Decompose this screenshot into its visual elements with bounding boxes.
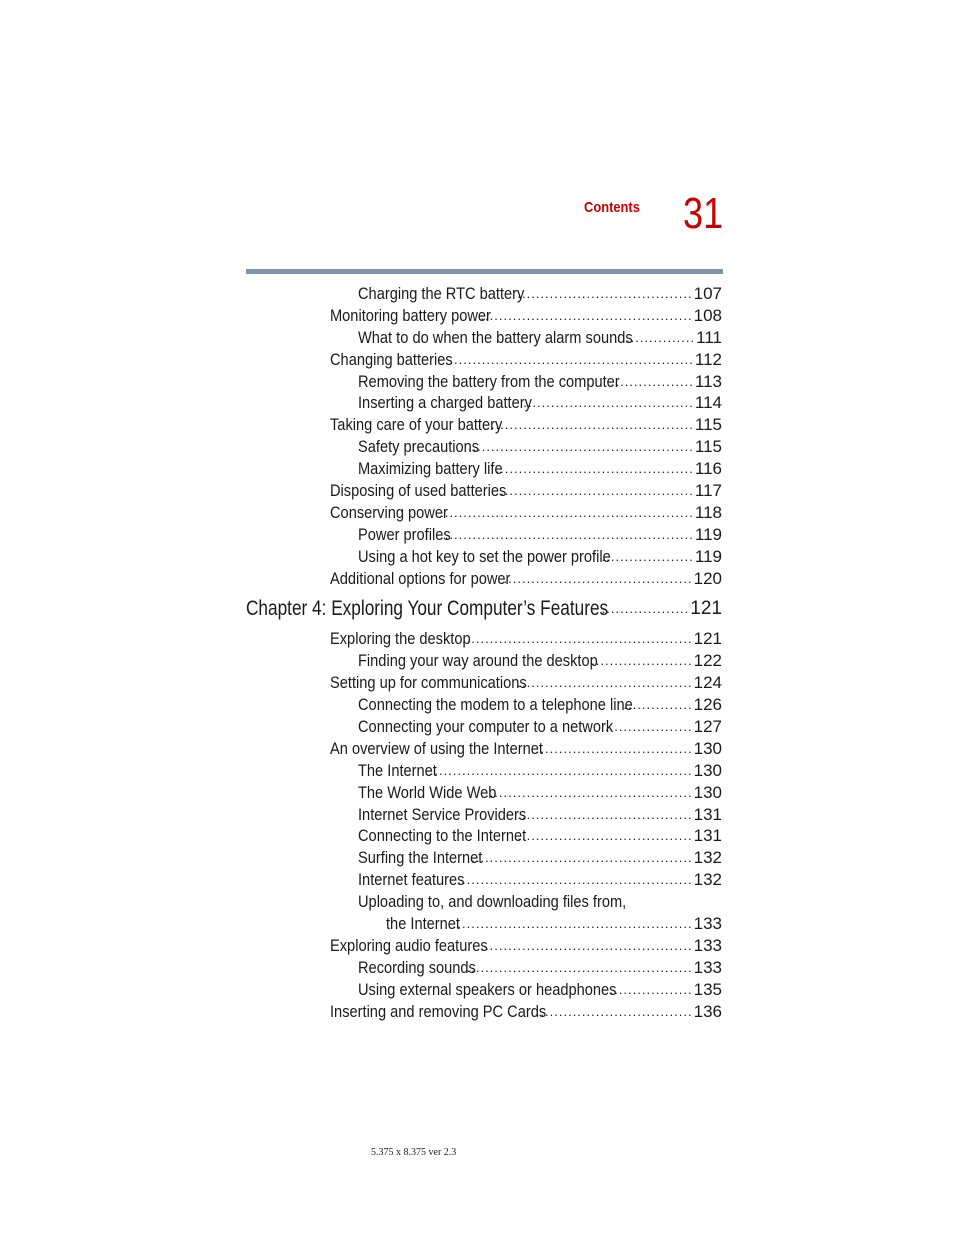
toc-entry-title: Charging the RTC battery <box>358 284 525 303</box>
toc-entry[interactable] <box>0 650 954 672</box>
toc-entry[interactable] <box>0 436 954 458</box>
toc-entry-title: The Internet <box>358 760 437 780</box>
toc-leader-dots: ................... <box>604 719 693 735</box>
toc-entry[interactable] <box>0 760 954 782</box>
toc-entry-title: Internet features <box>358 870 465 890</box>
toc-entry[interactable] <box>0 847 954 869</box>
toc-entry-title: Recording sounds <box>358 957 476 977</box>
toc-entry[interactable] <box>0 1001 954 1023</box>
toc-entry-page: 121 <box>690 598 722 620</box>
toc-entry[interactable] <box>0 524 954 546</box>
toc-entry-title: Using external speakers or headphones <box>358 979 617 999</box>
toc-entry-title: Connecting to the Internet <box>358 826 527 846</box>
toc-entry-page: 133 <box>693 935 722 955</box>
toc-entry-title: Surfing the Internet <box>358 848 483 868</box>
toc-entry-page: 115 <box>694 415 722 435</box>
toc-leader-dots: ......................................... <box>503 570 693 586</box>
toc-leader-dots: ....................................................... <box>440 504 694 520</box>
toc-entry-title: Uploading to, and downloading files from, <box>358 892 627 912</box>
toc-entry-title: Inserting and removing PC Cards <box>330 1001 547 1021</box>
toc-entry-title: Conserving power <box>330 502 448 522</box>
toc-entry-page: 124 <box>693 673 722 693</box>
toc-entry-page: 107 <box>693 284 722 303</box>
toc-entry-title: Safety precautions <box>358 437 480 457</box>
toc-entry-page: 116 <box>694 459 722 479</box>
toc-entry[interactable] <box>0 913 954 935</box>
toc-entry-title: Additional options for power <box>330 568 511 588</box>
toc-entry-page: 126 <box>693 695 722 715</box>
toc-entry-page: 130 <box>693 738 722 758</box>
toc-entry[interactable] <box>0 414 954 436</box>
toc-entry-page: 131 <box>693 804 722 824</box>
page-number: 31 <box>683 189 724 238</box>
header-rule <box>246 269 723 274</box>
toc-entry[interactable] <box>0 869 954 891</box>
toc-entry[interactable] <box>0 716 954 738</box>
toc-leader-dots: ............... <box>625 329 696 345</box>
toc-entry-page: 133 <box>693 957 722 977</box>
toc-leader-dots: ...................................... <box>517 286 693 301</box>
toc-entry[interactable] <box>0 327 954 349</box>
toc-leader-dots: ...................................... <box>517 806 693 822</box>
toc-entry-page: 130 <box>693 782 722 802</box>
toc-leader-dots: .................. <box>610 373 694 389</box>
toc-leader-dots: .............................................. <box>480 937 693 953</box>
toc-entry-title: Finding your way around the desktop <box>358 651 598 671</box>
toc-entry[interactable] <box>0 782 954 804</box>
toc-leader-dots: ......................................................... <box>429 762 693 778</box>
toc-leader-dots: .................................................. <box>462 631 693 647</box>
toc-entry-title: Exploring the desktop <box>330 629 471 649</box>
toc-entry[interactable] <box>0 694 954 716</box>
toc-leader-dots: ...................................................... <box>444 351 694 367</box>
toc-leader-dots: ........................................... <box>495 483 694 499</box>
toc-entry-title: Taking care of your battery <box>330 415 503 435</box>
toc-entry-page: 113 <box>694 371 722 391</box>
toc-entry[interactable] <box>0 371 954 393</box>
toc-entry-title: Using a hot key to set the power profile <box>358 546 611 566</box>
toc-entry-title: Connecting the modem to a telephone line <box>358 695 633 715</box>
toc-entry-page: 112 <box>694 349 722 369</box>
toc-leader-dots: ............................................. <box>485 784 693 800</box>
toc-entry[interactable] <box>0 825 954 847</box>
toc-leader-dots: ..................................... <box>523 395 694 411</box>
toc-entry[interactable] <box>0 672 954 694</box>
toc-leader-dots: ................................................. <box>467 439 694 455</box>
toc-entry-page: 119 <box>694 546 722 566</box>
toc-entry[interactable] <box>0 546 954 568</box>
toc-leader-dots: .................................. <box>535 1003 693 1019</box>
toc-entry-page: 114 <box>694 393 722 413</box>
toc-entry-title: Exploring audio features <box>330 935 488 955</box>
toc-entry[interactable] <box>0 480 954 502</box>
toc-leader-dots: .................................................... <box>452 916 693 932</box>
toc-leader-dots: ...................... <box>591 653 693 669</box>
toc-entry[interactable] <box>0 738 954 760</box>
toc-entry-page: 132 <box>693 870 722 890</box>
toc-entry-page: 135 <box>693 979 722 999</box>
toc-entry-page: 108 <box>693 305 722 325</box>
toc-entry-title: Connecting your computer to a network <box>358 717 614 737</box>
toc-entry-page: 127 <box>693 717 722 737</box>
toc-leader-dots: ................................................ <box>471 850 693 866</box>
toc-entry-page: 122 <box>693 651 722 671</box>
toc-entry[interactable] <box>0 568 954 590</box>
toc-leader-dots: ................................................. <box>466 959 693 975</box>
toc-entry[interactable] <box>0 349 954 371</box>
toc-entry-page: 131 <box>693 826 722 846</box>
running-header-label: Contents <box>584 199 640 216</box>
toc-entry-title: Removing the battery from the computer <box>358 371 620 391</box>
toc-leader-dots: .................... <box>601 548 694 564</box>
toc-leader-dots: ........................................... <box>495 461 694 477</box>
toc-leader-dots: ...................................... <box>517 675 693 691</box>
toc-entry-page: 132 <box>693 848 722 868</box>
toc-entry[interactable] <box>0 458 954 480</box>
toc-entry-title: What to do when the battery alarm sounds <box>358 327 633 347</box>
toc-entry-page: 120 <box>693 568 722 588</box>
toc-entry[interactable] <box>0 957 954 979</box>
toc-entry-page: 117 <box>694 481 722 501</box>
print-spec-footer: 5.375 x 8.375 ver 2.3 <box>371 1147 457 1158</box>
toc-entry[interactable] <box>0 979 954 1001</box>
toc-entry-page: 130 <box>693 760 722 780</box>
toc-entry[interactable] <box>0 935 954 957</box>
toc-entry-title: Disposing of used batteries <box>330 481 507 501</box>
toc-entry[interactable] <box>0 891 954 913</box>
toc-entry[interactable] <box>0 305 954 327</box>
toc-entry-page: 133 <box>693 914 722 934</box>
toc-entry[interactable] <box>0 392 954 414</box>
toc-entry-title: Maximizing battery life <box>358 459 503 479</box>
toc-entry-page: 118 <box>694 502 722 522</box>
toc-entry[interactable] <box>0 628 954 650</box>
toc-leader-dots: .............................................. <box>480 307 693 323</box>
toc-leader-dots: ................... <box>601 601 690 617</box>
toc-leader-dots: ....................................................... <box>440 526 694 542</box>
toc-entry-title: The World Wide Web <box>358 782 497 802</box>
toc-leader-dots: .................. <box>609 981 693 997</box>
toc-leader-dots: ............................................ <box>490 417 694 433</box>
toc-leader-dots: ...................................... <box>517 828 693 844</box>
toc-entry-title: Internet Service Providers <box>358 804 527 824</box>
toc-entry-page: 111 <box>696 327 722 347</box>
toc-leader-dots: .................................. <box>535 740 693 756</box>
toc-leader-dots: ............... <box>623 697 693 713</box>
toc-entry-page: 115 <box>694 437 722 457</box>
toc-entry-page: 119 <box>694 524 722 544</box>
toc-entry-title: An overview of using the Internet <box>330 738 543 758</box>
toc-entry-title: the Internet <box>386 914 460 934</box>
toc-entry-title: Chapter 4: Exploring Your Computer’s Features <box>246 597 609 621</box>
toc-entry-title: Setting up for communications <box>330 673 527 693</box>
toc-entry-page: 136 <box>693 1001 722 1021</box>
toc-entry-title: Changing batteries <box>330 349 453 369</box>
toc-entry-title: Power profiles <box>358 524 451 544</box>
toc-entry[interactable] <box>0 502 954 524</box>
toc-leader-dots: ................................................... <box>457 872 693 888</box>
toc-chapter-entry[interactable] <box>0 591 954 627</box>
table-of-contents <box>0 283 954 1023</box>
toc-entry-title: Monitoring battery power <box>330 305 491 325</box>
toc-entry-page: 121 <box>693 629 722 649</box>
toc-entry[interactable] <box>0 283 954 305</box>
toc-entry[interactable] <box>0 804 954 826</box>
toc-entry-title: Inserting a charged battery <box>358 393 532 413</box>
